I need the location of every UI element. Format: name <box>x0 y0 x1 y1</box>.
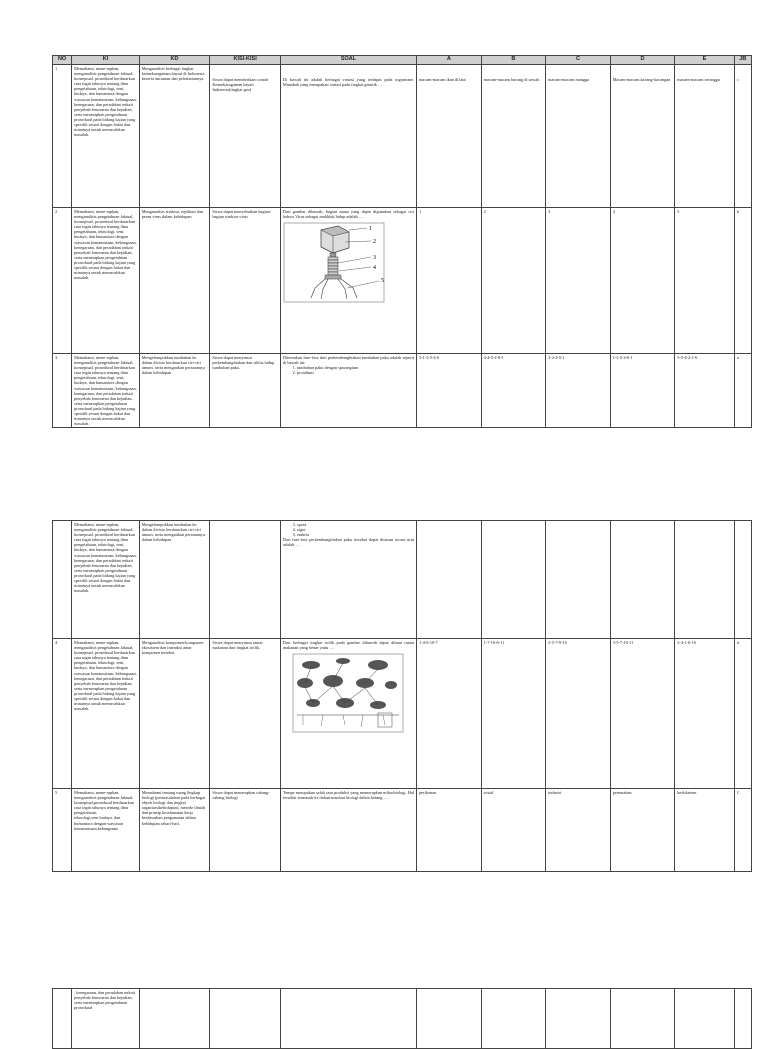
cell-a: macam-macam ikan di laut <box>417 65 482 208</box>
header-jb: JB <box>734 56 751 65</box>
cell-kd <box>139 989 210 1049</box>
cell-b <box>481 989 546 1049</box>
soal-text: Dari gambar dibawah, bagian mana yang dapat digunakan sebagai ciri bahwa Virus sebagai makhluk hidup adalah …. <box>282 209 415 220</box>
cell-ki: Memahami, mene-rapkan, menganalisis pengetahuan faktual, konseptual, prosedural berdasarkan rasa ingin tahunya tentang ilmu pengetahuan, teknologi, seni, budaya, dan humaniora dengan wawasan kemanusiaan, kebangsaan, kenegaraan, dan peradaban terkait penyebab fenomena dan kejadian, serta menerapkan pengetahuan prosedural pada bidang kajian yang spesifik sesuai dengan bakat dan minatnya untuk memecahkan masalah. <box>72 354 140 428</box>
cell-b: 2 <box>481 208 546 354</box>
cell-kd: Menganalisis struktur, replikasi dan peran virus dalam kehidupan <box>139 208 210 354</box>
cell-jb: d <box>734 639 751 789</box>
figure-label-4: 4 <box>372 265 376 272</box>
header-kisi: KISI-KISI <box>210 56 281 65</box>
food-web-figure <box>283 653 408 735</box>
cell-kisi: Siswa dapat menyusun rantai makanan dari tingkat trofik. <box>210 639 281 789</box>
cell-c: industri <box>546 789 611 872</box>
cell-b <box>481 521 546 639</box>
cell-c: 3-5-7-9-10 <box>546 639 611 789</box>
cell-soal <box>280 989 416 1049</box>
cell-kisi <box>210 989 281 1049</box>
phase-option: 2. protalium <box>297 370 414 375</box>
cell-soal: Di bawah ini adalah berbagai variasi yang terdapat pada organisme. Manakah yang merupakan variasi pada tingkat genetik … <box>280 65 416 208</box>
cell-jb: a <box>734 354 751 428</box>
table-row <box>53 789 752 872</box>
phase-option: 1. tumbuhan paku dengan sporangium <box>297 365 414 370</box>
cell-soal <box>280 521 416 639</box>
cell-a: 1 <box>417 208 482 354</box>
cell-c: 3-2-4-5-1 <box>546 354 611 428</box>
cell-ki: Memahami, mene-rapkan, menganalisis pengetahuan faktual, konseptual, prosedural berdasarkan rasa ingin tahunya tentang ilmu pengetahuan, teknologi, seni, budaya, dan humaniora dengan wawasan kemanusiaan, kebangsaan, kenegaraan, dan peradaban terkait penyebab fenomena dan kejadian, serta menerapkan pengetahuan prosedural pada bidang kajian yang spesifik sesuai dengan bakat dan minatnya untuk memecahkan masalah. <box>72 208 140 354</box>
cell-kisi <box>210 521 281 639</box>
cell-e: 5-5-4-2-1-6 <box>675 354 735 428</box>
table-row <box>53 639 752 789</box>
header-a: A <box>417 56 482 65</box>
cell-no: 3 <box>53 354 72 428</box>
cell-jb: c <box>734 65 751 208</box>
table-header-row <box>53 56 752 65</box>
cell-kd-continued: Mengelompokkan tumbuhan ke dalam divisio berdasarkan ciri-ciri umum, serta mengaitkan peranannya dalam kehidupan <box>139 521 210 639</box>
cell-soal <box>280 639 416 789</box>
cell-d: 1-2-5-4-6-1 <box>610 354 675 428</box>
table-row <box>53 521 752 639</box>
cell-d <box>610 521 675 639</box>
header-c: C <box>546 56 611 65</box>
cell-e: 5 <box>675 208 735 354</box>
cell-jb <box>734 521 751 639</box>
cell-a: perikanan <box>417 789 482 872</box>
phase-option: 5. embrio <box>297 532 414 537</box>
question-table-page-2 <box>52 520 752 872</box>
phase-options-list <box>283 522 414 537</box>
cell-ki-continued: , kenegaraan, dan peradaban terkait penyebab fenomena dan kejadian, serta menerapkan pengetahuan prosedural <box>72 989 140 1049</box>
cell-no <box>53 521 72 639</box>
question-table-page-1 <box>52 55 752 428</box>
header-no: NO <box>53 56 72 65</box>
cell-b: 1-7-10-6-11 <box>481 639 546 789</box>
header-e: E <box>675 56 735 65</box>
cell-ki: Memahami, mene-rapkan, menganalisis pengetahuan faktual, konseptual, prosedural berdasarkan rasa ingin tahunya tentang ilmu pengetahuan, teknologi, seni, budaya, dan humaniora dengan wawasan kemanusiaan, kebangsaan, kenegaraan, dan peradaban terkait penyebab fenomena dan kejadian, serta menerapkan pengetahuan prosedural pada bidang kajian yang spesifik sesuai dengan bakat dan minatnya untuk memecahkan masalah. <box>72 65 140 208</box>
cell-ki-continued: Memahami, mene-rapkan, menganalisis pengetahuan faktual, konseptual, prosedural berdasarkan rasa ingin tahunya tentang ilmu pengetahuan, teknologi, seni, budaya, dan humaniora dengan wawasan kemanusiaan, kebangsaan, kenegaraan, dan peradaban terkait penyebab fenomena dan kejadian, serta menerapkan pengetahuan prosedural pada bidang kajian yang spesifik sesuai dengan bakat dan minatnya untuk memecahkan masalah. <box>72 521 140 639</box>
header-d: D <box>610 56 675 65</box>
cell-a <box>417 989 482 1049</box>
cell-jb: b <box>734 208 751 354</box>
cell-soal: Tempe merupakan salah satu produksi yang memerapkan mikrobiologi. Hal tersebut termasuk ke dalam manfaat biologi dalam bidang …. <box>280 789 416 872</box>
header-ki: KI <box>72 56 140 65</box>
cell-b: 3-4-5-2-6-1 <box>481 354 546 428</box>
cell-no: 4 <box>53 639 72 789</box>
cell-d: peternakan <box>610 789 675 872</box>
header-kd: KD <box>139 56 210 65</box>
figure-label-1: 1 <box>368 226 372 233</box>
cell-kisi: Siswa dapat memberikan contoh Keanekaragaman hayati Indonesia(tingkat gen) <box>210 65 281 208</box>
cell-e <box>675 989 735 1049</box>
table-row <box>53 989 752 1049</box>
cell-soal <box>280 354 416 428</box>
cell-e: macam-macam serangga <box>675 65 735 208</box>
virus-structure-figure <box>283 222 408 304</box>
cell-kd: Menganalisis komponen-komponen ekosistem dan interaksi antar komponen tersebut <box>139 639 210 789</box>
cell-soal <box>280 208 416 354</box>
figure-label-3: 3 <box>372 255 376 262</box>
soal-text: Dari fase-fase perkembangbiakan paku tersebut dapat disusun secara urut adalah …. <box>282 537 415 548</box>
soal-text: Dari berbagai tingkat trofik pada gambar dibawah dapat dibuat rantai makanan yang benar yaitu …. <box>282 640 415 651</box>
cell-kd: Memahami tentang ruang lingkup biologi (permasalahan pada berbagai obyek biologi dan tingkat organisasikehidupan), metode ilmiah dan prinsip keselamatan kerja berdasarkan pengamatan dalam kehidupan sehari-hari. <box>139 789 210 872</box>
phase-options-list <box>283 365 414 375</box>
cell-jb <box>734 989 751 1049</box>
cell-c: 3 <box>546 208 611 354</box>
figure-label-5: 5 <box>380 278 384 285</box>
cell-a: 1-4-6-10-7 <box>417 639 482 789</box>
cell-no: 2 <box>53 208 72 354</box>
table-row <box>53 65 752 208</box>
question-table-page-3 <box>52 988 752 1049</box>
figure-label-2: 2 <box>372 239 376 246</box>
cell-no <box>53 989 72 1049</box>
cell-d: Macam-macam kacang-kacangan <box>610 65 675 208</box>
cell-c <box>546 989 611 1049</box>
cell-kisi: Siswa dapat menyusun perkembangbiakan dan siklus hidup tumbuhan paku. <box>210 354 281 428</box>
table-row <box>53 354 752 428</box>
header-soal: SOAL <box>280 56 416 65</box>
cell-no: 5 <box>53 789 72 872</box>
cell-jb: C <box>734 789 751 872</box>
cell-b: macam-macam burung di sawah <box>481 65 546 208</box>
cell-d: 4 <box>610 208 675 354</box>
cell-c: macam-macam mangga <box>546 65 611 208</box>
cell-b: sosial <box>481 789 546 872</box>
header-b: B <box>481 56 546 65</box>
cell-d <box>610 989 675 1049</box>
cell-kisi: Siswa dapat menerapkan cabang-cabang biologi <box>210 789 281 872</box>
cell-a: 3-1-2-5-4-6 <box>417 354 482 428</box>
cell-no: 1 <box>53 65 72 208</box>
cell-ki: Memahami, mene-rapkan, menganalisis pengetahuan faktual, konseptual,prosedural berdasarkan rasa ingin tahunya tentang ilmu pengetahuan, teknologi,seni,budaya, dan humaniora dengan wawasan kemanusiaan,kebangsaan <box>72 789 140 872</box>
cell-a <box>417 521 482 639</box>
phase-option: 4. zigot <box>297 527 414 532</box>
cell-kd: Mengelompokkan tumbuhan ke dalam divisio berdasarkan ciri-ciri umum, serta mengaitkan peranannya dalam kehidupan <box>139 354 210 428</box>
cell-ki: Memahami, mene-rapkan, menganalisis pengetahuan faktual, konseptual, prosedural berdasarkan rasa ingin tahunya tentang ilmu pengetahuan, teknologi, seni, budaya, dan humaniora dengan wawasan kemanusiaan, kebangsaan, kenegaraan, dan peradaban terkait penyebab fenomena dan kejadian, serta menerapkan pengetahuan prosedural pada bidang kajian yang spesifik sesuai dengan bakat dan minatnya untuk memecahkan masalah. <box>72 639 140 789</box>
cell-c <box>546 521 611 639</box>
table-row <box>53 208 752 354</box>
cell-kd: Menganalisis berbagai tingkat keanekaragaman hayati di Indonesia beserta ancaman dan pelestariannya <box>139 65 210 208</box>
soal-text: Ditemukan fase-fase dari perkembangbiakan tumbuhan paku adalah seperti di bawah ini: <box>282 355 415 366</box>
cell-kisi: Siswa dapat menyebutkan bagian-bagian struktur virus <box>210 208 281 354</box>
cell-e <box>675 521 735 639</box>
cell-d: 3-5-7-10-11 <box>610 639 675 789</box>
cell-e: kedokteran <box>675 789 735 872</box>
phase-option: 3. spora <box>297 522 414 527</box>
cell-e: 2-4-1-6-10 <box>675 639 735 789</box>
